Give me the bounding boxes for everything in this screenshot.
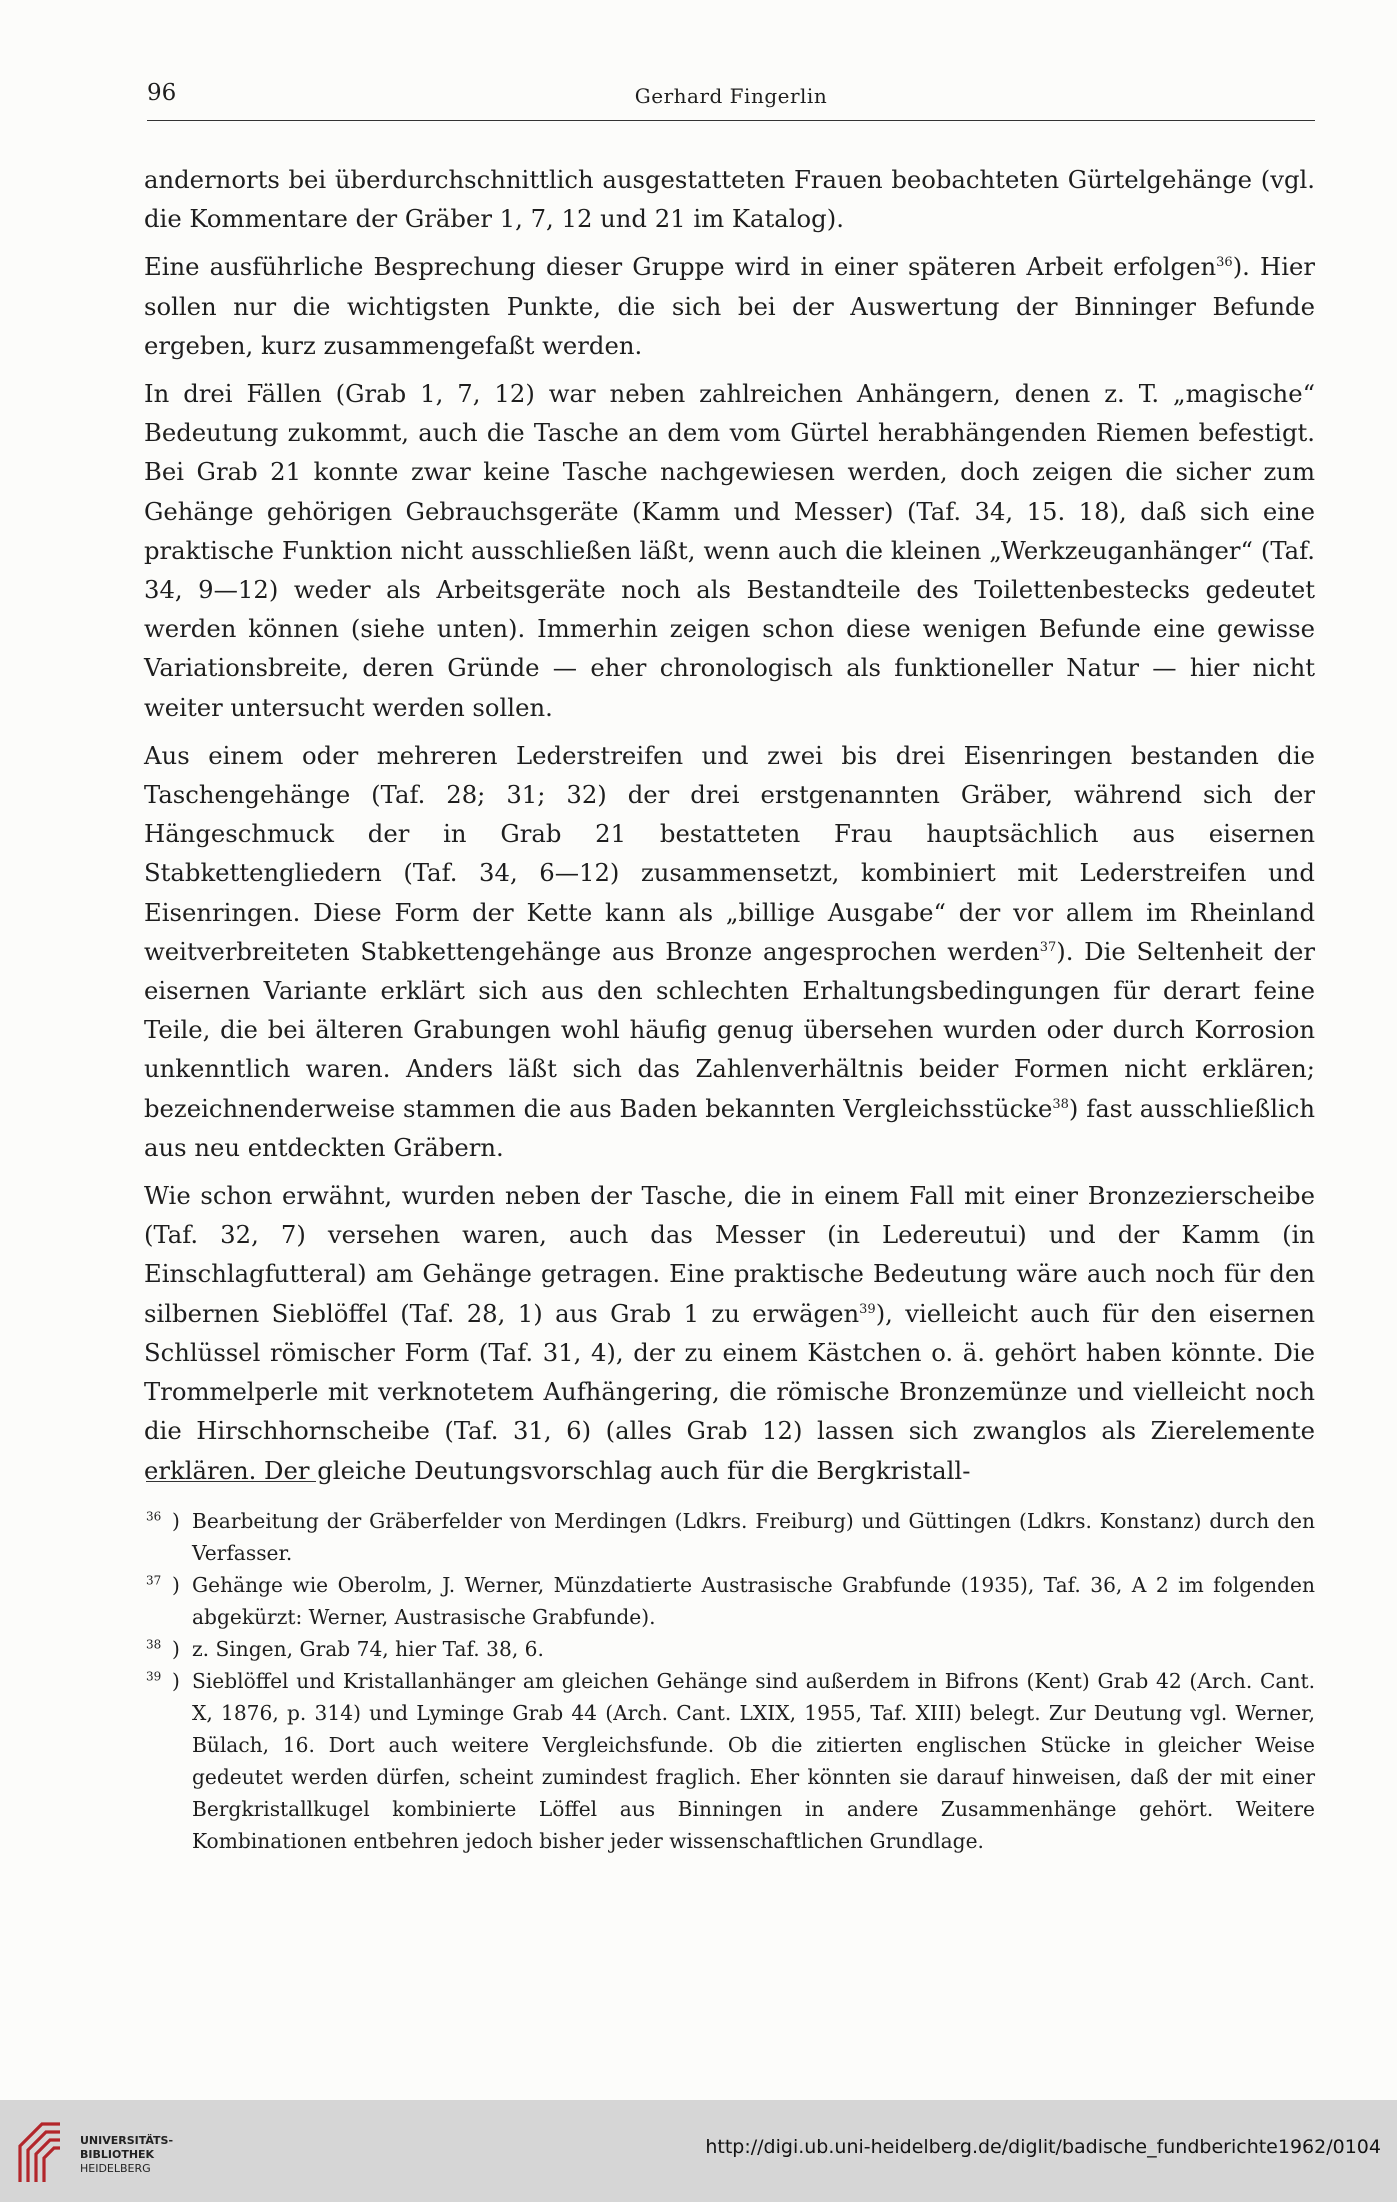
- footnote-ref[interactable]: 39: [859, 1301, 876, 1317]
- footnote-number: 36: [146, 1509, 162, 1524]
- footnote-number: 37: [146, 1573, 162, 1588]
- footnote-text: Sieblöffel und Kristallanhänger am gleichen Gehänge sind außerdem in Bifrons (Kent) Grab 42 (Arch. Cant. X, 1876, p. 314) und Lyminge Grab 44 (Arch. Cant. LXIX, 1955, Taf. XIII) belegt. Zur Deutung vgl. Werner, Bülach, 16. Dort auch weitere Vergleichsfunde. Ob die zitierten englischen Stücke in gleicher Weise gedeutet werden dürfen, scheint zumindest fraglich. Eher könnten sie darauf hinweisen, daß der mit einer Bergkristallkugel kombinierte Löffel aus Binningen in andere Zusammenhänge gehört. Weitere Kombinationen entbehren jedoch bisher jeder wissenschaftlichen Grundlage.: [192, 1669, 1315, 1853]
- footnote-ref[interactable]: 38: [1052, 1096, 1069, 1112]
- paragraph: andernorts bei überdurchschnittlich ausgestatteten Frauen beobachteten Gürtelgehänge (vgl. die Kommentare der Gräber 1, 7, 12 und 21 im Katalog).: [144, 165, 1315, 234]
- source-url-link[interactable]: http://digi.ub.uni-heidelberg.de/diglit/badische_fundberichte1962/0104: [705, 2136, 1381, 2158]
- footnote-number: 38: [146, 1637, 162, 1652]
- paragraph: Eine ausführliche Besprechung dieser Gruppe wird in einer späteren Arbeit erfolgen$^{36}$). Hier sollen nur die wichtigsten Punkte, die sich bei der Auswertung der Binninger Befunde ergeben, kurz zusammengefaßt werden.: [144, 252, 1315, 360]
- page-number: 96: [147, 80, 177, 106]
- footnote-text: z. Singen, Grab 74, hier Taf. 38, 6.: [192, 1637, 544, 1661]
- paragraph: In drei Fällen (Grab 1, 7, 12) war neben zahlreichen Anhängern, denen z. T. „magische“ Bedeutung zukommt, auch die Tasche an dem vom Gürtel herabhängenden Riemen befestigt. Bei Grab 21 konnte zwar keine Tasche nachgewiesen werden, doch zeigen die sicher zum Gehänge gehörigen Gebrauchsgeräte (Kamm und Messer) (Taf. 34, 15. 18), daß sich eine praktische Funktion nicht ausschließen läßt, wenn auch die kleinen „Werkzeuganhänger“ (Taf. 34, 9—12) weder als Arbeitsgeräte noch als Bestandteile des Toilettenbestecks gedeutet werden können (siehe unten). Immerhin zeigen schon diese wenigen Befunde eine gewisse Variationsbreite, deren Gründe — eher chronologisch als funktioneller Natur — hier nicht weiter untersucht werden sollen.: [144, 379, 1315, 722]
- footnote-text: Gehänge wie Oberolm, J. Werner, Münzdatierte Austrasische Grabfunde (1935), Taf. 36, A 2 im folgenden abgekürzt: Werner, Austrasische Grabfunde).: [192, 1573, 1315, 1629]
- footnote: $^{39}$ ) Sieblöffel und Kristallanhänger am gleichen Gehänge sind außerdem in Bifrons (Kent) Grab 42 (Arch. Cant. X, 1876, p. 314) und Lyminge Grab 44 (Arch. Cant. LXIX, 1955, Taf. XIII) belegt. Zur Deutung vgl. Werner, Bülach, 16. Dort auch weitere Vergleichsfunde. Ob die zitierten englischen Stücke in gleicher Weise gedeutet werden dürfen, scheint zumindest fraglich. Eher könnten sie darauf hinweisen, daß der mit einer Bergkristallkugel kombinierte Löffel aus Binningen in andere Zusammenhänge gehört. Weitere Kombinationen entbehren jedoch bisher jeder wissenschaftlichen Grundlage.: [146, 1665, 1315, 1857]
- footnote-ref[interactable]: 36: [1216, 255, 1233, 271]
- footnote: $^{36}$ ) Bearbeitung der Gräberfelder von Merdingen (Ldkrs. Freiburg) und Güttingen (Ldkrs. Konstanz) durch den Verfasser.: [146, 1505, 1315, 1569]
- footnote: $^{37}$ ) Gehänge wie Oberolm, J. Werner, Münzdatierte Austrasische Grabfunde (1935), Taf. 36, A 2 im folgenden abgekürzt: Werner, Austrasische Grabfunde).: [146, 1569, 1315, 1633]
- footnote-ref[interactable]: 37: [1039, 939, 1057, 955]
- footnote-text: Bearbeitung der Gräberfelder von Merdingen (Ldkrs. Freiburg) und Güttingen (Ldkrs. Konstanz) durch den Verfasser.: [192, 1509, 1315, 1565]
- footnote-divider: [146, 1481, 316, 1482]
- library-name: UNIVERSITÄTS- BIBLIOTHEK HEIDELBERG: [80, 2134, 174, 2175]
- digitization-footer: [0, 2100, 1397, 2202]
- paragraph: Wie schon erwähnt, wurden neben der Tasche, die in einem Fall mit einer Bronzezierscheibe (Taf. 32, 7) versehen waren, auch das Messer (in Ledereutui) und der Kamm (in Einschlagfutteral) am Gehänge getragen. Eine praktische Bedeutung wäre auch noch für den silbernen Sieblöffel (Taf. 28, 1) aus Grab 1 zu erwägen$^{39}$), vielleicht auch für den eisernen Schlüssel römischer Form (Taf. 31, 4), der zu einem Kästchen o. ä. gehört haben könnte. Die Trommelperle mit verknotetem Aufhängering, die römische Bronzemünze und vielleicht noch die Hirschhornscheibe (Taf. 31, 6) (alles Grab 12) lassen sich zwanglos als Zierelemente erklären. Der gleiche Deutungsvorschlag auch für die Bergkristall-: [144, 1181, 1315, 1485]
- running-head-author: Gerhard Fingerlin: [634, 84, 828, 108]
- page-header: [147, 80, 1315, 121]
- footnotes: [146, 1505, 1315, 1857]
- paragraph: Aus einem oder mehreren Lederstreifen und zwei bis drei Eisenringen bestanden die Taschengehänge (Taf. 28; 31; 32) der drei erstgenannten Gräber, während sich der Hängeschmuck der in Grab 21 bestatteten Frau hauptsächlich aus eisernen Stabkettengliedern (Taf. 34, 6—12) zusammensetzt, kombiniert mit Lederstreifen und Eisenringen. Diese Form der Kette kann als „billige Ausgabe“ der vor allem im Rheinland weitverbreiteten Stabkettengehänge aus Bronze angesprochen werden$^{37}$). Die Seltenheit der eisernen Variante erklärt sich aus den schlechten Erhaltungsbedingungen für derart feine Teile, die bei älteren Grabungen wohl häufig genug übersehen wurden oder durch Korrosion unkenntlich waren. Anders läßt sich das Zahlenverhältnis beider Formen nicht erklären; bezeichnenderweise stammen die aus Baden bekannten Vergleichsstücke$^{38}$) fast ausschließlich aus neu entdeckten Gräbern.: [144, 740, 1316, 1162]
- library-logo-icon[interactable]: [14, 2112, 70, 2188]
- footnote-number: 39: [146, 1669, 162, 1684]
- footnote: $^{38}$ ) z. Singen, Grab 74, hier Taf. 38, 6.: [146, 1633, 1315, 1665]
- main-text: [144, 160, 1315, 1499]
